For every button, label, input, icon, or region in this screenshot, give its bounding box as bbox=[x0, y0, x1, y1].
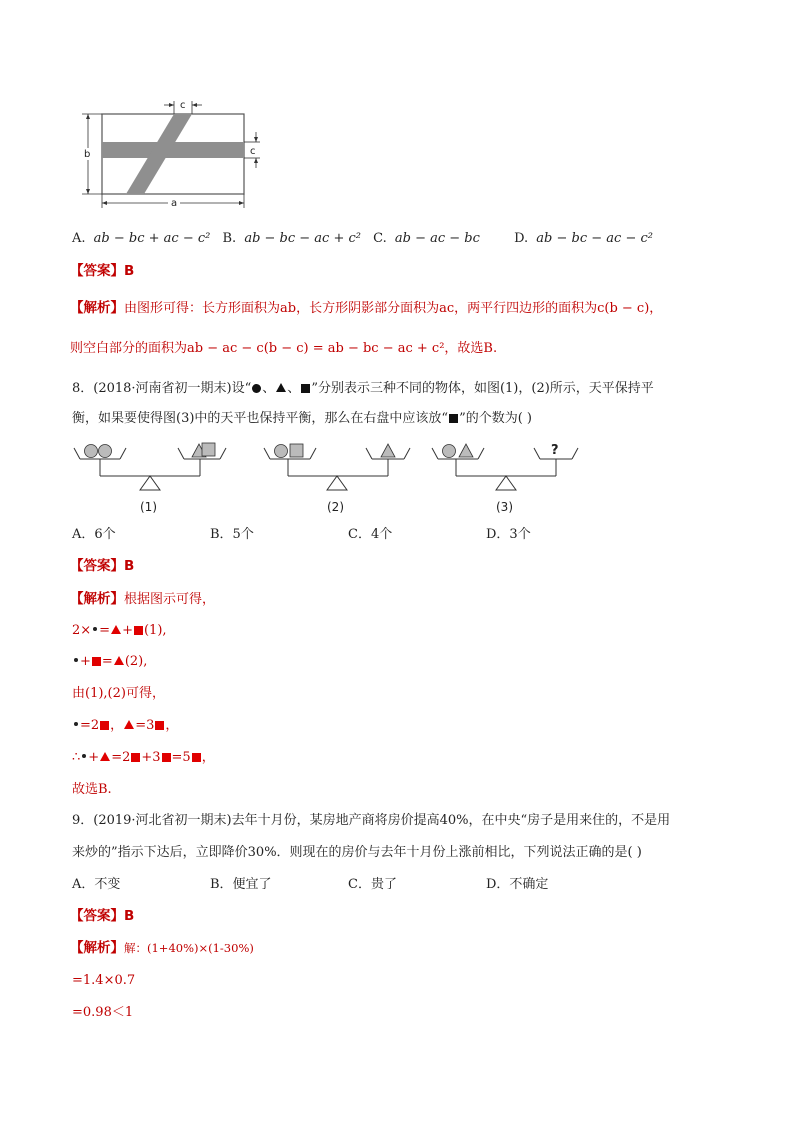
triangle-icon bbox=[124, 720, 134, 729]
square-icon bbox=[301, 384, 310, 393]
q8-step4 bbox=[72, 717, 178, 735]
q8-stem-line1 bbox=[72, 380, 654, 398]
triangle-icon bbox=[114, 656, 124, 665]
q8-analysis-label: 【解析】 bbox=[70, 591, 124, 607]
option-d-expr: ab − bc − ac − c² bbox=[536, 231, 653, 246]
q8-step2 bbox=[72, 653, 147, 671]
rectangle-road-figure bbox=[70, 96, 280, 216]
q7-answer: 【答案】B bbox=[70, 263, 135, 279]
q7-analysis-line2: 则空白部分的面积为ab − ac − c(b − c) = ab − bc − ac + c²，故选B. bbox=[70, 341, 498, 356]
square-icon bbox=[131, 753, 140, 762]
q9-stem-line2: 来炒的”指示下达后，立即降价30%．则现在的房价与去年十月份上涨前相比，下列说法正确的是( ) bbox=[72, 845, 642, 860]
square-icon bbox=[449, 414, 458, 423]
q9-stem-line1: 9．(2019·河北省初一期末)去年十月份，某房地产商将房价提高40%，在中央“房子是用来住的，不是用 bbox=[72, 813, 671, 828]
q9-options bbox=[72, 876, 712, 894]
balance-3 bbox=[432, 443, 578, 514]
s4-sep: ， bbox=[110, 718, 124, 733]
q9-analysis-label: 【解析】 bbox=[70, 940, 124, 956]
q7-analysis-text1: 由图形可得：长方形面积为ab，长方形阴影部分面积为ac，两平行四边形的面积为c(b − c)， bbox=[124, 301, 663, 316]
caption-3: (3) bbox=[496, 500, 513, 514]
q7-analysis-label: 【解析】 bbox=[70, 300, 124, 316]
label-c-top: c bbox=[180, 100, 186, 111]
q8-options bbox=[72, 526, 712, 544]
label-a: a bbox=[171, 198, 178, 209]
q8-analysis-line1 bbox=[70, 590, 215, 609]
circle-icon bbox=[252, 384, 261, 393]
triangle-icon bbox=[100, 752, 110, 761]
s2-tag: (2), bbox=[124, 654, 148, 669]
q8-step1 bbox=[72, 622, 167, 640]
square-icon bbox=[100, 721, 109, 730]
square-icon bbox=[192, 753, 201, 762]
q9-analysis-line1 bbox=[70, 939, 254, 958]
option-a-expr: ab − bc + ac − c² bbox=[93, 231, 211, 246]
s1-tag: (1), bbox=[143, 623, 167, 638]
q8-option-c: C．4个 bbox=[348, 527, 393, 542]
s5-mid: +3 bbox=[141, 750, 161, 765]
dot-icon bbox=[93, 627, 97, 631]
q8-option-d: D．3个 bbox=[486, 527, 531, 542]
q9-option-b: B．便宜了 bbox=[210, 877, 272, 892]
s2-plus: + bbox=[80, 654, 91, 669]
square-icon bbox=[134, 626, 143, 635]
q9-analysis-line3: =0.98＜1 bbox=[72, 1005, 134, 1020]
q8-suffix: ”分别表示三种不同的物体，如图(1)，(2)所示，天平保持平 bbox=[311, 381, 654, 396]
q8-conclusion: 故选B. bbox=[72, 782, 112, 797]
option-d-letter: D. bbox=[514, 231, 529, 246]
dot-icon bbox=[74, 722, 78, 726]
q8-sep2: 、 bbox=[287, 381, 301, 396]
dot-icon bbox=[82, 754, 86, 758]
q9-option-c: C．贵了 bbox=[348, 877, 397, 892]
s1-plus: + bbox=[122, 623, 133, 638]
triangle-icon bbox=[276, 383, 286, 392]
option-a-letter: A. bbox=[72, 231, 86, 246]
s5-eq1: =2 bbox=[111, 750, 131, 765]
square-icon bbox=[162, 753, 171, 762]
q9-answer: 【答案】B bbox=[70, 908, 135, 924]
option-c-expr: ab − ac − bc bbox=[394, 231, 480, 246]
q9-analysis-line2: =1.4×0.7 bbox=[72, 973, 136, 988]
s4-eq1: =2 bbox=[80, 718, 100, 733]
dot-icon bbox=[74, 658, 78, 662]
q9-option-a: A．不变 bbox=[72, 877, 121, 892]
balance-2 bbox=[264, 444, 410, 514]
q8-step5 bbox=[72, 749, 215, 767]
s5-prefix: ∴ bbox=[72, 750, 81, 765]
triangle-icon bbox=[111, 625, 121, 634]
q7-analysis-line1 bbox=[70, 299, 662, 318]
question-mark: ? bbox=[551, 443, 559, 458]
s5-end: ， bbox=[201, 750, 215, 765]
square-icon bbox=[92, 657, 101, 666]
balance-figures bbox=[70, 432, 586, 518]
square-icon bbox=[155, 721, 164, 730]
q8-answer: 【答案】B bbox=[70, 558, 135, 574]
option-c-letter: C. bbox=[373, 231, 387, 246]
s5-eq2: =5 bbox=[171, 750, 191, 765]
option-b-letter: B. bbox=[222, 231, 237, 246]
q8-option-b: B．5个 bbox=[210, 527, 254, 542]
option-b-expr: ab − bc − ac + c² bbox=[244, 231, 361, 246]
s1-eq: = bbox=[99, 623, 111, 638]
s4-eq2: =3 bbox=[135, 718, 155, 733]
q9-analysis-text1: 解：(1+40%)×(1-30%) bbox=[124, 941, 254, 955]
q9-option-d: D．不确定 bbox=[486, 877, 549, 892]
s4-end: ， bbox=[165, 718, 179, 733]
s5-plus: + bbox=[88, 750, 100, 765]
s2-eq: = bbox=[101, 654, 113, 669]
q8-line2-suffix: ”的个数为( ) bbox=[459, 411, 532, 426]
q8-analysis-intro: 根据图示可得， bbox=[124, 592, 216, 607]
q8-option-a: A．6个 bbox=[72, 527, 116, 542]
q8-prefix: 8．(2018·河南省初一期末)设“ bbox=[72, 381, 252, 396]
balance-1 bbox=[74, 443, 226, 514]
q7-options bbox=[72, 230, 712, 248]
label-c-right: c bbox=[250, 146, 256, 157]
q8-line2-prefix: 衡，如果要使得图(3)中的天平也保持平衡，那么在右盘中应该放“ bbox=[72, 411, 449, 426]
caption-1: (1) bbox=[140, 500, 157, 514]
q8-step3: 由(1),(2)可得， bbox=[72, 686, 165, 701]
caption-2: (2) bbox=[327, 500, 344, 514]
q8-stem-line2 bbox=[72, 410, 532, 428]
s1-prefix: 2× bbox=[72, 623, 92, 638]
q8-sep1: 、 bbox=[262, 381, 276, 396]
label-b: b bbox=[84, 149, 91, 160]
